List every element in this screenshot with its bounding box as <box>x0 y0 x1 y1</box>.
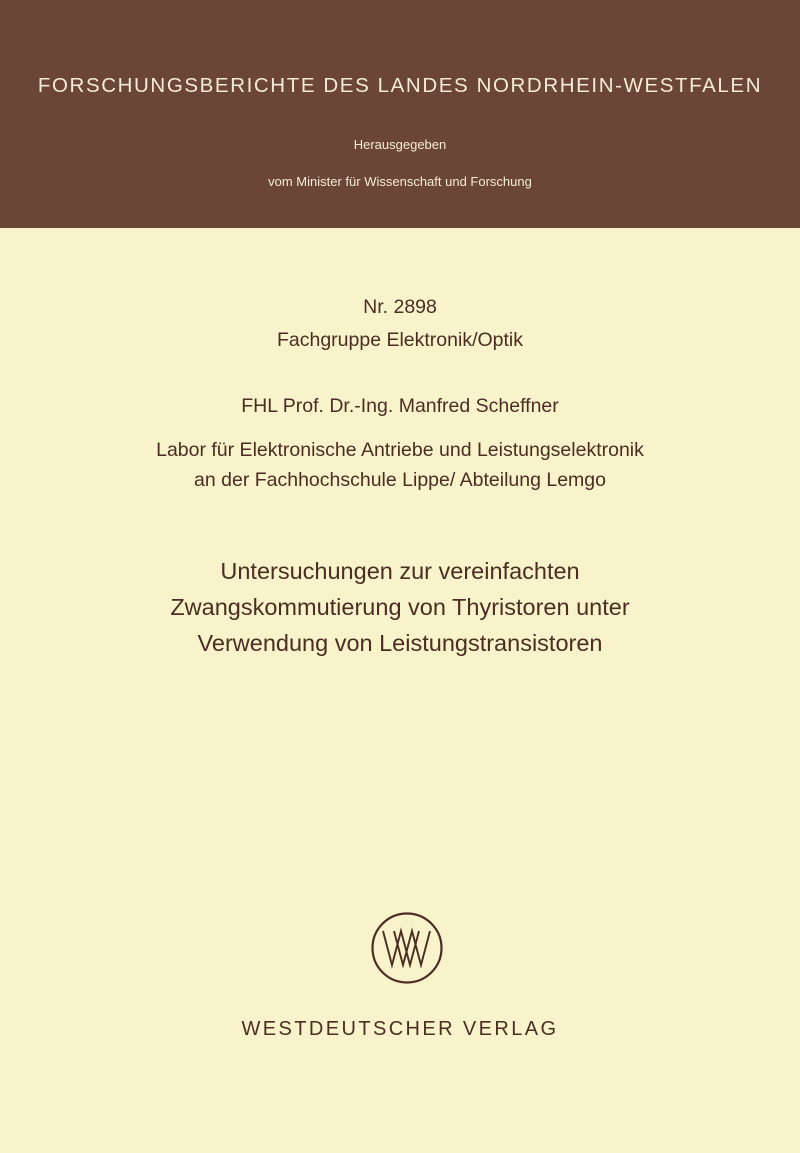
report-number: Nr. 2898 <box>363 296 437 318</box>
subject-group: Fachgruppe Elektronik/Optik <box>276 329 524 351</box>
cover-body <box>0 228 800 1153</box>
author-name: FHL Prof. Dr.-Ing. Manfred Scheffner <box>241 395 559 417</box>
title-line-3: Verwendung von Leistungstransistoren <box>197 630 603 656</box>
wv-monogram-icon <box>370 911 444 985</box>
title-line-1: Untersuchungen zur vereinfachten <box>220 558 580 584</box>
publisher-ministry: vom Minister für Wissenschaft und Forschung <box>268 174 532 189</box>
publisher-name: WESTDEUTSCHER VERLAG <box>241 1018 559 1040</box>
series-title: FORSCHUNGSBERICHTE DES LANDES NORDRHEIN-WESTFALEN <box>37 74 763 97</box>
affiliation-line-2: an der Fachhochschule Lippe/ Abteilung Lemgo <box>194 469 606 491</box>
published-by-label: Herausgegeben <box>353 137 447 152</box>
title-line-2: Zwangskommutierung von Thyristoren unter <box>170 594 630 620</box>
affiliation-line-1: Labor für Elektronische Antriebe und Leistungselektronik <box>156 439 644 461</box>
series-header-band <box>0 0 800 228</box>
